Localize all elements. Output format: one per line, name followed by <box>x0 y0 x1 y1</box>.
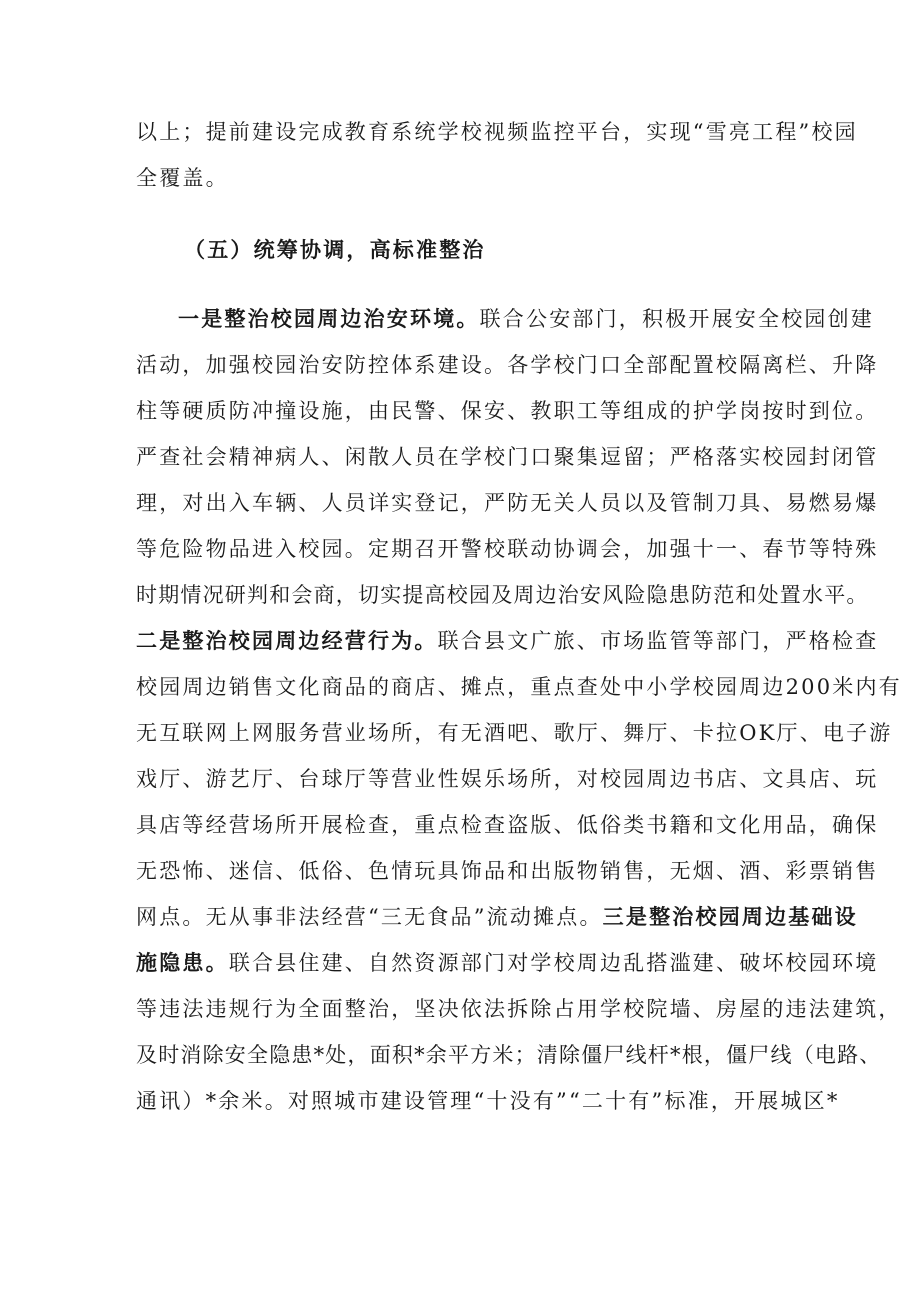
line-text: 严查社会精神病人、闲散人员在学校门口聚集逗留；严格落实校园封闭管 <box>136 445 879 469</box>
line-text: 联合公安部门，积极开展安全校园创建 <box>479 307 875 331</box>
text-line <box>136 396 879 426</box>
line-text: 校园周边销售文化商品的商店、摊点，重点查处中小学校园周边200米内有 <box>136 675 902 699</box>
text-line <box>136 350 879 380</box>
line-text: 活动，加强校园治安防控体系建设。各学校门口全部配置校隔离栏、升降 <box>136 353 879 377</box>
text-line <box>136 534 879 564</box>
text-line <box>136 442 879 472</box>
text-line <box>136 117 858 147</box>
line-text: 时期情况研判和会商，切实提高校园及周边治安风险隐患防范和处置水平。 <box>136 583 869 607</box>
text-line <box>136 902 858 932</box>
line-text: 无恐怖、迷信、低俗、色情玩具饰品和出版物销售，无烟、酒、彩票销售 <box>136 859 879 883</box>
line-text: 网点。无从事非法经营“三无食品”流动摊点。 <box>136 905 603 929</box>
section-heading <box>184 235 844 265</box>
line-text: 具店等经营场所开展检查，重点检查盗版、低俗类书籍和文化用品，确保 <box>136 813 879 837</box>
text-line <box>136 672 902 702</box>
text-line <box>136 856 879 886</box>
bold-lead: 一是整治校园周边治安环境。 <box>178 306 480 331</box>
heading-text: （五）统筹协调，高标准整治 <box>184 237 486 262</box>
bold-lead: 二是整治校园周边经营行为。 <box>136 628 438 653</box>
text-line <box>136 1040 882 1070</box>
text-line <box>136 163 796 193</box>
text-line <box>136 810 879 840</box>
line-text: 及时消除安全隐患*处，面积*余平方米；清除僵尸线杆*根，僵尸线（电路、 <box>136 1043 882 1067</box>
line-text: 以上；提前建设完成教育系统学校视频监控平台，实现“雪亮工程”校园 <box>136 120 858 144</box>
line-text: 无互联网上网服务营业场所，有无酒吧、歌厅、舞厅、卡拉OK厅、电子游 <box>136 721 893 745</box>
text-line <box>136 580 869 610</box>
line-text: 理，对出入车辆、人员详实登记，严防无关人员以及管制刀具、易燃易爆 <box>136 491 879 515</box>
bold-lead: 三是整治校园周边基础设 <box>602 904 858 929</box>
line-text: 联合县住建、自然资源部门对学校周边乱搭滥建、破坏校园环境 <box>228 951 879 975</box>
text-line <box>136 626 879 656</box>
line-text: 柱等硬质防冲撞设施，由民警、保安、教职工等组成的护学岗按时到位。 <box>136 399 879 423</box>
line-text: 全覆盖。 <box>136 166 229 190</box>
line-text: 联合县文广旅、市场监管等部门，严格检查 <box>437 629 879 653</box>
text-line <box>136 488 879 518</box>
text-line <box>136 764 879 794</box>
line-text: 戏厅、游艺厅、台球厅等营业性娱乐场所，对校园周边书店、文具店、玩 <box>136 767 879 791</box>
text-line <box>136 718 893 748</box>
line-text: 通讯）*余米。对照城市建设管理“十没有”“二十有”标准，开展城区* <box>136 1089 840 1113</box>
text-line <box>136 948 879 978</box>
line-text: 等违法违规行为全面整治，坚决依法拆除占用学校院墙、房屋的违法建筑， <box>136 997 902 1021</box>
bold-lead: 施隐患。 <box>136 950 229 975</box>
line-text: 等危险物品进入校园。定期召开警校联动协调会，加强十一、春节等特殊 <box>136 537 879 561</box>
text-line <box>178 304 875 334</box>
text-line <box>136 1086 840 1116</box>
text-line <box>136 994 902 1024</box>
